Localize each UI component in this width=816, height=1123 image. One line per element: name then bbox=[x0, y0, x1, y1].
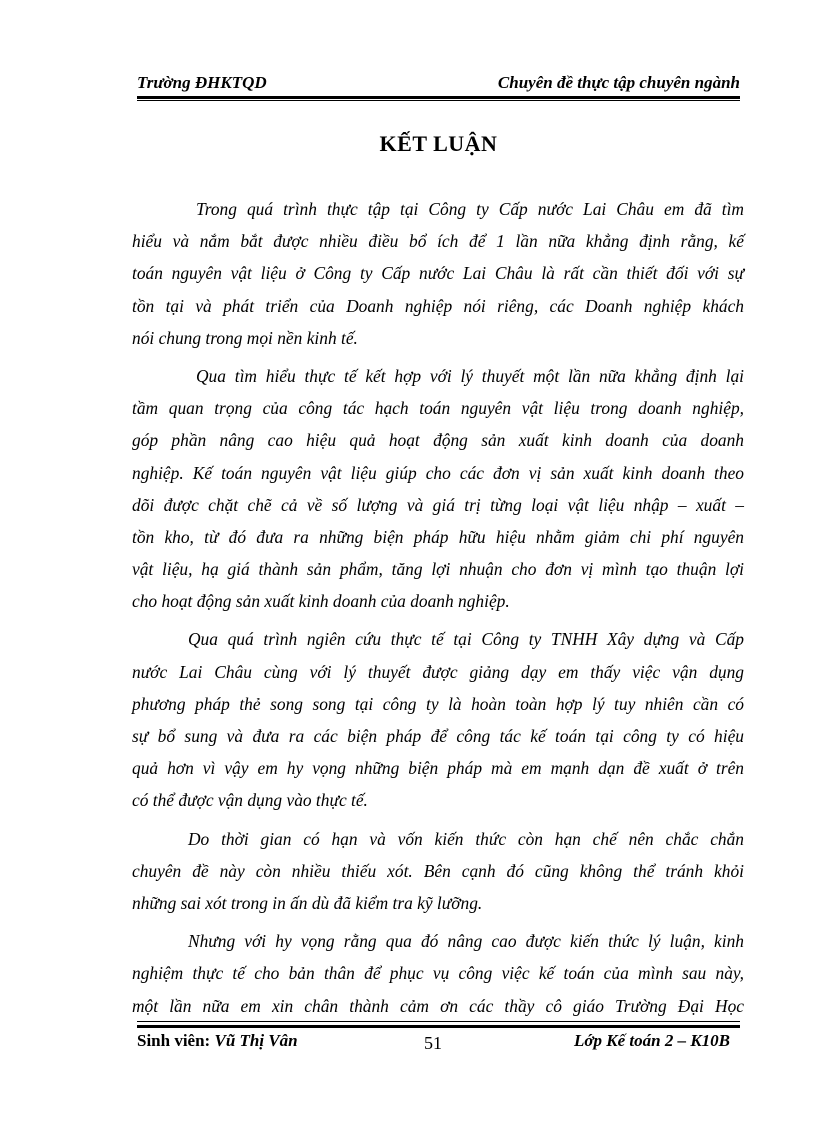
text-line: chuyên đề này còn nhiều thiếu xót. Bên cạnh đó cũng không thể tránh khỏi bbox=[132, 860, 744, 881]
text-line: một lần nữa em xin chân thành cảm ơn các thầy cô giáo Trường Đại Học bbox=[132, 995, 744, 1016]
page-header bbox=[137, 73, 740, 95]
header-school: Trường ĐHKTQD bbox=[137, 73, 267, 92]
page-number: 51 bbox=[424, 1033, 442, 1053]
footer-student-label: Sinh viên: bbox=[137, 1031, 211, 1050]
footer-rule-thin bbox=[137, 1021, 740, 1022]
body-text bbox=[132, 193, 744, 1022]
footer-student bbox=[137, 1031, 298, 1051]
text-line: quả hơn vì vậy em hy vọng những biện pháp mà em mạnh dạn đề xuất ở trên bbox=[132, 758, 744, 779]
page-title: KẾT LUẬN bbox=[379, 131, 498, 156]
text-line: sự bổ sung và đưa ra các biện pháp để công tác kế toán tại công ty có hiệu bbox=[132, 726, 744, 746]
text-line: Qua tìm hiểu thực tế kết hợp với lý thuyết một lần nữa khẳng định lại bbox=[196, 365, 744, 386]
header-report-type: Chuyên đề thực tập chuyên ngành bbox=[497, 73, 740, 92]
text-line: nước Lai Châu cùng với lý thuyết được giảng dạy em thấy việc vận dụng bbox=[132, 661, 744, 682]
text-line: nghiệp. Kế toán nguyên vật liệu giúp cho các đơn vị sản xuất kinh doanh theo bbox=[132, 462, 744, 483]
paragraph bbox=[132, 623, 744, 816]
text-line: Trong quá trình thực tập tại Công ty Cấp nước Lai Châu em đã tìm bbox=[196, 199, 744, 219]
paragraph bbox=[132, 925, 744, 1022]
text-line: tồn kho, từ đó đưa ra những biện pháp hữu hiệu nhằm giảm chi phí nguyên bbox=[132, 526, 744, 547]
text-line: phương pháp thẻ song song tại công ty là hoàn toàn hợp lý tuy nhiên cần có bbox=[132, 693, 744, 714]
text-line: tồn tại và phát triển của Doanh nghiệp nói riêng, các Doanh nghiệp khách bbox=[132, 295, 744, 316]
text-line: có thể được vận dụng vào thực tế. bbox=[132, 790, 368, 811]
text-line: Nhưng với hy vọng rằng qua đó nâng cao được kiến thức lý luận, kinh bbox=[188, 931, 744, 952]
text-line: Do thời gian có hạn và vốn kiến thức còn hạn chế nên chắc chắn bbox=[188, 828, 744, 849]
text-line: tầm quan trọng của công tác hạch toán nguyên vật liệu trong doanh nghiệp, bbox=[132, 398, 744, 419]
paragraph bbox=[132, 193, 744, 354]
text-line: dõi được chặt chẽ cả về số lượng và giá trị từng loại vật liệu nhập – xuất – bbox=[132, 494, 744, 515]
paragraph bbox=[132, 823, 744, 920]
header-rule-thin bbox=[137, 100, 740, 101]
text-line: nói chung trong mọi nền kinh tế. bbox=[132, 327, 358, 348]
text-line: cho hoạt động sản xuất kinh doanh của doanh nghiệp. bbox=[132, 591, 510, 612]
footer-class: Lớp Kế toán 2 – K10B bbox=[574, 1031, 730, 1050]
paragraph bbox=[132, 360, 744, 618]
footer-rule bbox=[137, 1025, 740, 1028]
header-rule bbox=[137, 96, 740, 99]
footer-student-name: Vũ Thị Vân bbox=[214, 1031, 298, 1050]
text-line: Qua quá trình ngiên cứu thực tế tại Công ty TNHH Xây dựng và Cấp bbox=[188, 629, 744, 650]
text-line: toán nguyên vật liệu ở Công ty Cấp nước Lai Châu là rất cần thiết đối với sự bbox=[132, 263, 744, 284]
text-line: nghiệm thực tế cho bản thân để phục vụ công việc kế toán của mình sau này, bbox=[132, 963, 744, 984]
text-line: vật liệu, hạ giá thành sản phẩm, tăng lợi nhuận cho đơn vị mình tạo thuận lợi bbox=[132, 559, 744, 580]
text-line: góp phần nâng cao hiệu quả hoạt động sản xuất kinh doanh của doanh bbox=[132, 430, 744, 451]
text-line: hiểu và nắm bắt được nhiều điều bổ ích để 1 lần nữa khẳng định rằng, kế bbox=[132, 231, 744, 252]
page-footer bbox=[137, 1031, 740, 1055]
text-line: những sai xót trong in ấn dù đã kiểm tra kỹ lưỡng. bbox=[132, 892, 483, 913]
